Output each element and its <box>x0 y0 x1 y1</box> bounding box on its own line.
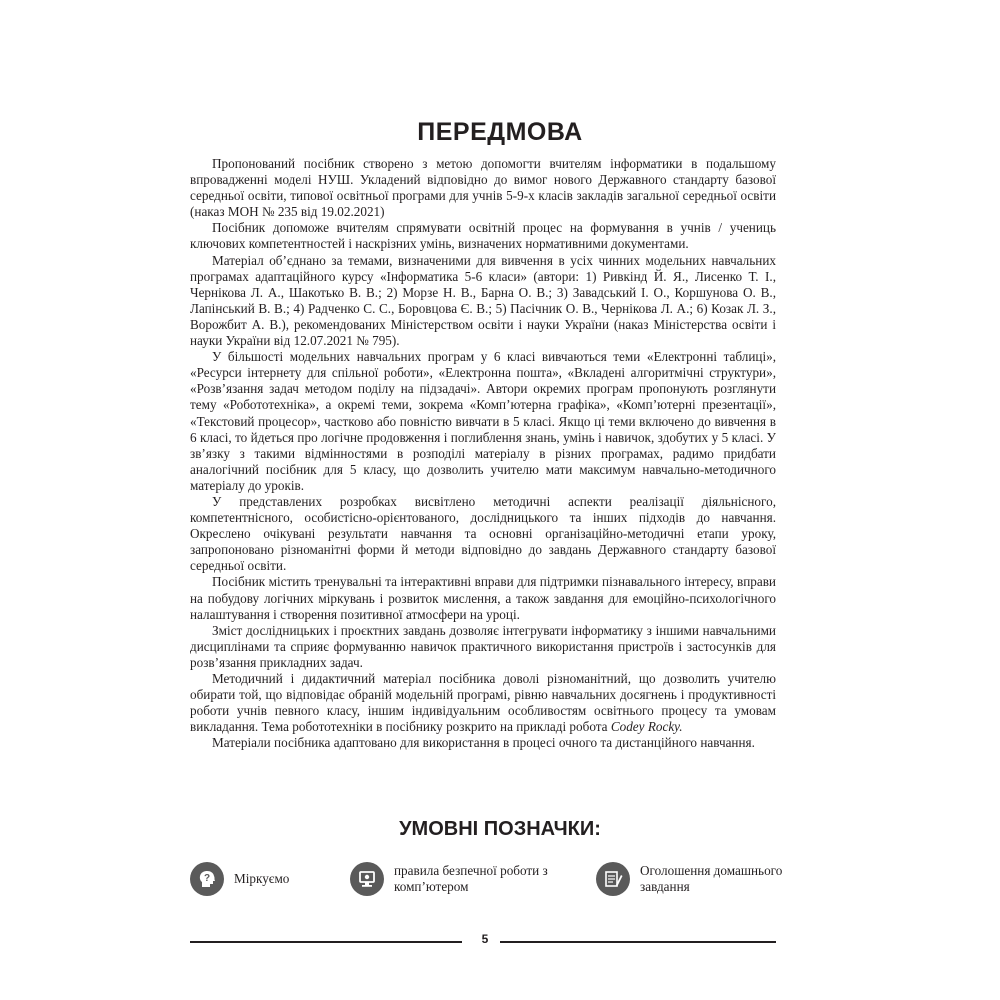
svg-text:?: ? <box>203 873 211 884</box>
question-head-icon <box>190 862 224 896</box>
page-title: ПЕРЕДМОВА <box>417 118 583 146</box>
paragraph-text: Пропонований посібник створено з метою допомогти вчителям інформатики в подальшому впровадженні моделі НУШ. Укладений відповідно до вимог нового Державного стандарту базової середньої освіти, типової освітньої програми для учнів 5-9-х класів закладів загальної середньої освіти (наказ МОН № 235 від 19.02.2021) <box>190 156 776 220</box>
paragraph-text: Методичний і дидактичний матеріал посібника доволі різноманітний, що дозволить учителю обирати той, що відповідає обраній модельній програмі, рівню навчальних досягнень і продуктивності роботи учнів певного класу, іншим індивідуальним особливостям освітнього процесу та умовам викладання. Тема робототехніки в посібнику розкрито на прикладі робота <box>190 671 776 735</box>
legend-item-safety <box>350 862 564 896</box>
legend-label: Оголошення домашнього завдання <box>640 863 783 894</box>
paragraph <box>190 220 776 252</box>
paragraph <box>190 494 776 574</box>
computer-safety-icon <box>350 862 384 896</box>
page-footer <box>0 932 1000 952</box>
legend-item-thinking <box>190 862 324 896</box>
robot-name: Codey Rocky. <box>610 719 683 735</box>
paragraph-text: Матеріали посібника адаптовано для використання в процесі очного та дистанційного навчання. <box>212 735 755 751</box>
paragraph <box>190 735 776 751</box>
paragraph <box>190 253 776 350</box>
paragraph-text: Матеріал об’єднано за темами, визначеними для вивчення в усіх чинних модельних навчальних програмах адаптаційного курсу «Інформатика 5-6 класи» (автори: 1) Ривкінд Й. Я., Лисенко Т. І., Чернікова Л. А., Шакотько В. В.; 2) Морзе Н. В., Барна О. В.; 3) Завадський І. О., Коршунова О. В., Лапінський В. В.; 4) Радченко С. С., Боровцова Є. В.; 5) Пасічник О. В., Чернікова Л. А.; 6) Козак Л. З., Ворожбит А. В.), рекомендованих Міністерством освіти і науки України (наказ Міністерства освіти і науки України від 12.07.2021 № 795). <box>190 252 776 349</box>
paragraph-text: Зміст дослідницьких і проєктних завдань дозволяє інтегрувати інформатику з іншими навчальними дисциплінами та сприяє формуванню навичок практичного використання пристроїв і застосунків для розв’язання прикладних задач. <box>190 622 776 670</box>
paragraph <box>190 156 776 220</box>
paragraph-text: У більшості модельних навчальних програм у 6 класі вивчаються теми «Електронні таблиці», «Ресурси інтернету для спільної роботи», «Електронна пошта», «Вкладені алгоритмічні структури», «Розв’язання задач методом поділу на підзадачі». Автори окремих програм пропонують розглянути тему «Робототехніка», а окремі теми, зокрема «Комп’ютерна графіка», «Комп’ютерні презентації», «Текстовий процесор», частково або повністю вивчати в 5 класі. Якщо ці теми включено до вивчення в 6 класі, то йдеться про логічне продовження і поглиблення знань, умінь і навичок, здобутих у 5 класі. У зв’язку з такими відмінностями в розподілі матеріалу в різних програмах, радимо придбати аналогічний посібник для 5 класу, що дозволить учителю мати максимум навчально-методичного матеріалу до уроків. <box>190 349 776 493</box>
paragraph-text: Посібник містить тренувальні та інтерактивні вправи для підтримки пізнавального інтересу, вправи на побудову логічних міркувань і розвиток мислення, а також завдання для емоційно-психологічного налаштування і створення позитивної атмосфери на уроці. <box>190 574 776 622</box>
paragraph <box>190 574 776 622</box>
legend-title: УМОВНІ ПОЗНАЧКИ: <box>399 818 601 840</box>
page-number: 5 <box>481 932 489 946</box>
paragraph-text: У представлених розробках висвітлено методичні аспекти реалізації діяльнісного, компетентнісного, особистісно-орієнтованого, дослідницького та інших підходів до навчання. Окреслено очікувані результати навчання та основні організаційно-методичні етапи уроку, запропоновано різноманітні форми й методи відповідно до завдань Державного стандарту базової середньої освіти. <box>190 493 776 574</box>
legend-item-homework <box>596 862 790 896</box>
footer-rule-left <box>190 941 462 943</box>
footer-rule-right <box>500 941 776 943</box>
homework-icon <box>596 862 630 896</box>
paragraph <box>190 349 776 494</box>
legend-label: Міркуємо <box>234 871 290 886</box>
body-text <box>190 156 776 751</box>
legend-label: правила безпечної роботи з комп’ютером <box>394 863 548 894</box>
paragraph <box>190 671 776 735</box>
paragraph-text: Посібник допоможе вчителям спрямувати освітній процес на формування в учнів / учениць ключових компетентностей і наскрізних умінь, визначених нормативними документами. <box>190 220 776 252</box>
paragraph <box>190 623 776 671</box>
